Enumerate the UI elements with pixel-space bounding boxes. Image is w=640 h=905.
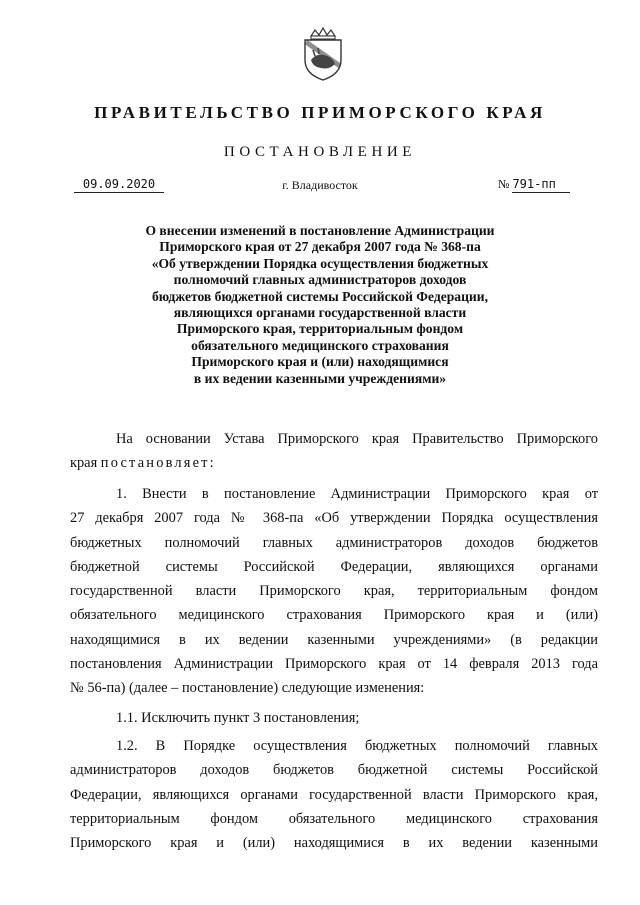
text-line: администраторов доходов бюджетов бюджетной системы Российской [70, 762, 598, 779]
subject-line: бюджетов бюджетной системы Российской Федерации, [151, 288, 488, 304]
document-number [498, 176, 574, 193]
text-line: государственной власти Приморского края, территориальным фондом [70, 583, 598, 600]
document-meta-row [0, 176, 640, 198]
coat-of-arms-emblem [301, 26, 345, 82]
text-line: бюджетной системы Российской Федерации, являющихся органами [70, 558, 598, 575]
text-line: постановления Администрации Приморского края от 14 февраля 2013 года [70, 656, 598, 673]
document-city: г. Владивосток [282, 178, 358, 192]
subject-line: являющихся органами государственной власти [173, 305, 467, 321]
text-line: Приморского края и (или) находящимися в их ведении казенными [70, 835, 598, 852]
text-line: 1.2. В Порядке осуществления бюджетных полномочий главных [116, 738, 598, 754]
text-line: территориальным фондом обязательного медицинского страхования [70, 810, 598, 827]
text-fragment: края [70, 455, 101, 472]
text-line: № 56-па) (далее – постановление) следующие изменения: [70, 680, 425, 697]
text-line: 1.1. Исключить пункт 3 постановления; [116, 710, 360, 726]
subject-line: «Об утверждении Порядка осуществления бюджетных [151, 255, 489, 271]
number-value: 791-пп [512, 176, 570, 193]
paragraph-1-2 [70, 734, 598, 855]
text-line: 1. Внести в постановление Администрации Приморского края от [116, 486, 598, 502]
text-line: находящимися в их ведении казенными учреждениями» (в редакции [70, 631, 598, 648]
subject-line: О внесении изменений в постановление Администрации [145, 223, 495, 238]
subject-line: полномочий главных администраторов доходов [173, 272, 467, 288]
document-type: ПОСТАНОВЛЕНИЕ [223, 144, 417, 160]
government-title: ПРАВИТЕЛЬСТВО ПРИМОРСКОГО КРАЯ [94, 103, 546, 122]
paragraph-1-1 [70, 706, 598, 730]
subject-line: Приморского края, территориальным фондом [176, 321, 464, 337]
text-line: обязательного медицинского страхования Приморского края и (или) [70, 607, 598, 624]
text-line: бюджетных полномочий главных администраторов доходов бюджетов [70, 534, 598, 551]
preamble-paragraph [70, 427, 598, 476]
text-line: Федерации, являющихся органами государственной власти Приморского края, [70, 786, 598, 803]
subject-line: Приморского края и (или) находящимися [191, 354, 449, 370]
paragraph-1 [70, 482, 598, 701]
document-date: 09.09.2020 [74, 176, 164, 193]
subject-line: в их ведении казенными учреждениями» [193, 370, 447, 386]
text-line: На основании Устава Приморского края Правительство Приморского [116, 431, 598, 447]
text-line: 27 декабря 2007 года № 368-па «Об утверждении Порядка осуществления [70, 510, 598, 527]
decree-verb: постановляет: [100, 455, 216, 472]
document-subject [70, 223, 570, 387]
number-sign: № [498, 177, 510, 191]
subject-line: Приморского края от 27 декабря 2007 года № 368-па [159, 239, 481, 255]
subject-line: обязательного медицинского страхования [191, 337, 449, 353]
text-line [70, 451, 598, 475]
